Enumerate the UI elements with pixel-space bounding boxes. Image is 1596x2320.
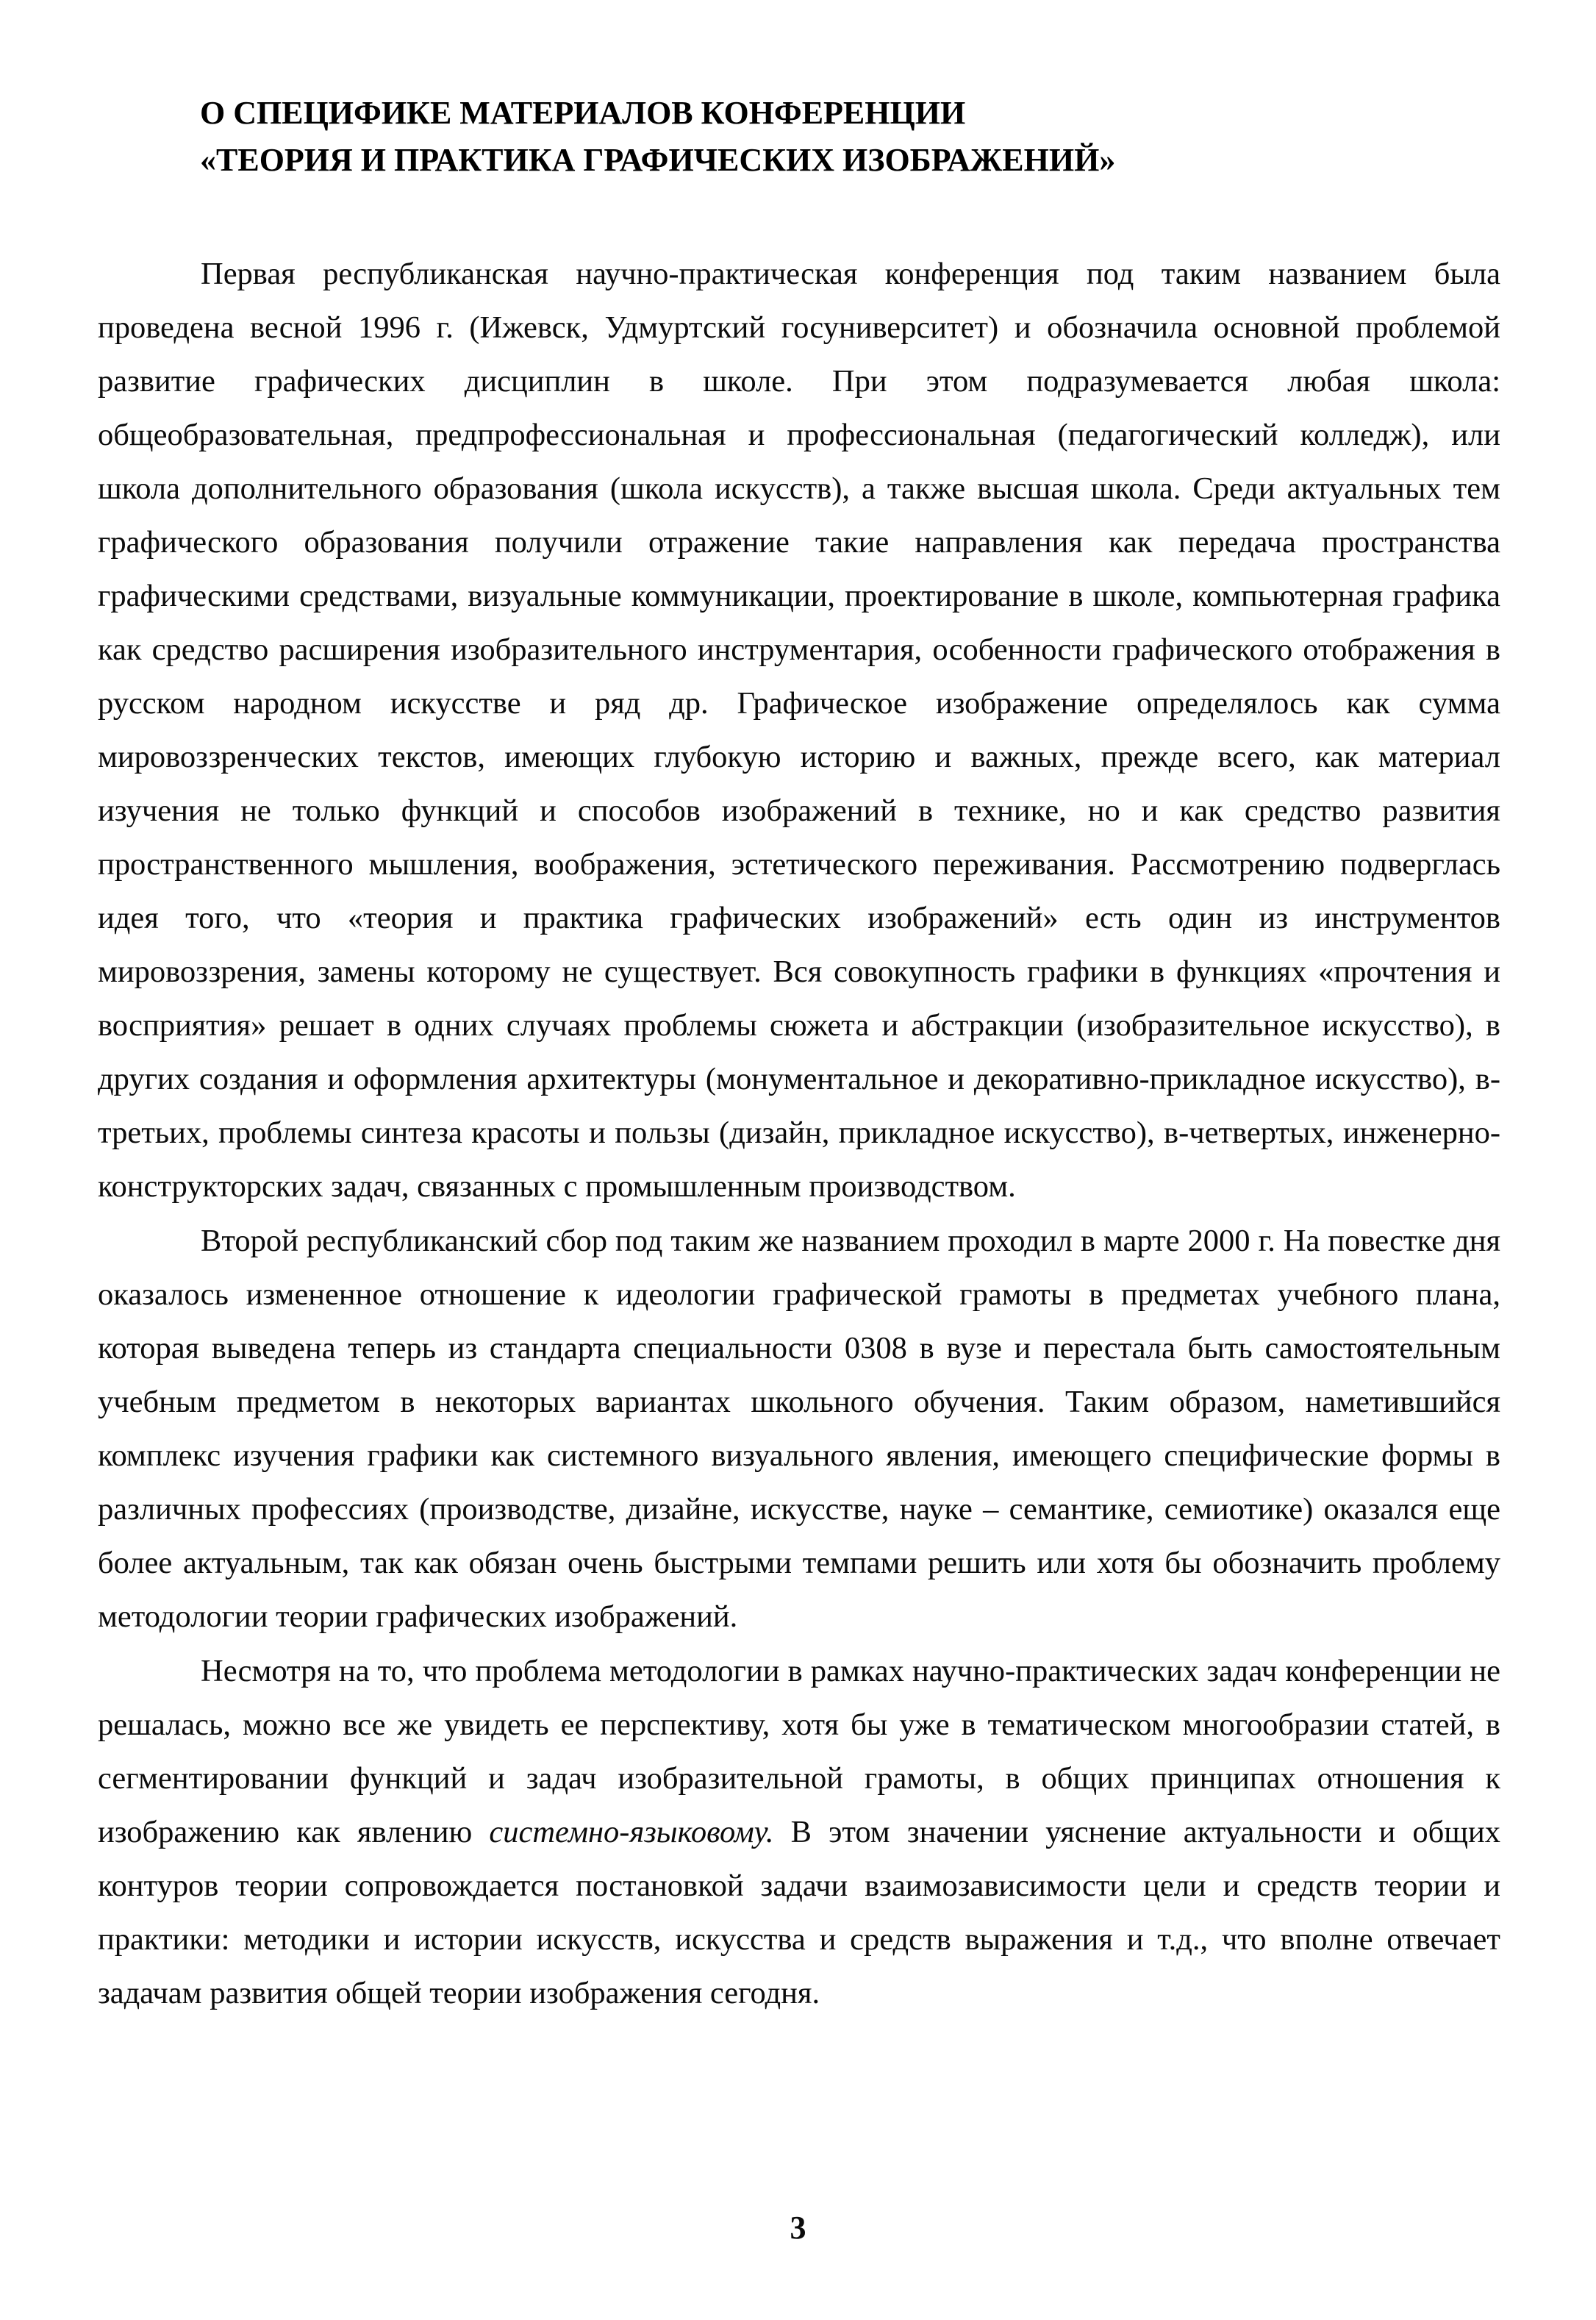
paragraph-3-end: В этом значении уяснение актуальности и общих контуров теории сопровождается постановкой задачи взаимозависимости цели и средств теории и практики: методики и истории искусств, искусства и средств выражения и т.д., что вполне отвечает задачам развития общей теории изображения сегодня. [98,1815,1500,2010]
page-number: 3 [790,2210,806,2246]
article-body [98,247,1500,2020]
page-title [200,90,1450,184]
paragraph-3-emphasis: системно-языковому. [489,1815,774,1849]
paragraph-3 [98,1644,1500,2020]
title-line-1: О СПЕЦИФИКЕ МАТЕРИАЛОВ КОНФЕРЕНЦИИ [200,95,966,131]
paragraph-3-start: Несмотря на то, что проблема методологии в рамках научно-практических задач конференции не решалась, можно все же увидеть ее перспективу, хотя бы уже в тематическом многообразии статей, в сегментировании функций и задач изобразительной грамоты, в общих принципах отношения к изображению как явлению [98,1654,1500,1849]
paragraph-1: Первая республиканская научно-практическая конференция под таким названием была проведена весной 1996 г. (Ижевск, Удмуртский госуниверситет) и обозначила основной проблемой развитие графических дисциплин в школе. При этом подразумевается любая школа: общеобразовательная, предпрофессиональная и профессиональная (педагогический колледж), или школа дополнительного образования (школа искусств), а также высшая школа. Среди актуальных тем графического образования получили отражение такие направления как передача пространства графическими средствами, визуальные коммуникации, проектирование в школе, компьютерная графика как средство расширения изобразительного инструментария, особенности графического отображения в русском народном искусстве и ряд др. Графическое изображение определялось как сумма мировоззренческих текстов, имеющих глубокую историю и важных, прежде всего, как материал изучения не только функций и способов изображений в технике, но и как средство развития пространственного мышления, воображения, эстетического переживания. Рассмотрению подверглась идея того, что «теория и практика графических изображений» есть один из инструментов мировоззрения, замены которому не существует. Вся совокупность графики в функциях «прочтения и восприятия» решает в одних случаях проблемы сюжета и абстракции (изобразительное искусство), в других создания и оформления архитектуры (монументальное и декоративно-прикладное искусство), в-третьих, проблемы синтеза красоты и пользы (дизайн, прикладное искусство), в-четвертых, инженерно-конструкторских задач, связанных с промышленным производством. [98,257,1500,1204]
paragraph-2: Второй республиканский сбор под таким же названием проходил в марте 2000 г. На повестке дня оказалось измененное отношение к идеологии графической грамоты в предметах учебного плана, которая выведена теперь из стандарта специальности 0308 в вузе и перестала быть самостоятельным учебным предметом в некоторых вариантах школьного обучения. Таким образом, наметившийся комплекс изучения графики как системного визуального явления, имеющего специфические формы в различных профессиях (производстве, дизайне, искусстве, науке – семантике, семиотике) оказался еще более актуальным, так как обязан очень быстрыми темпами решить или хотя бы обозначить проблему методологии теории графических изображений. [98,1224,1500,1634]
title-line-2: «ТЕОРИЯ И ПРАКТИКА ГРАФИЧЕСКИХ ИЗОБРАЖЕНИЙ» [200,142,1116,178]
